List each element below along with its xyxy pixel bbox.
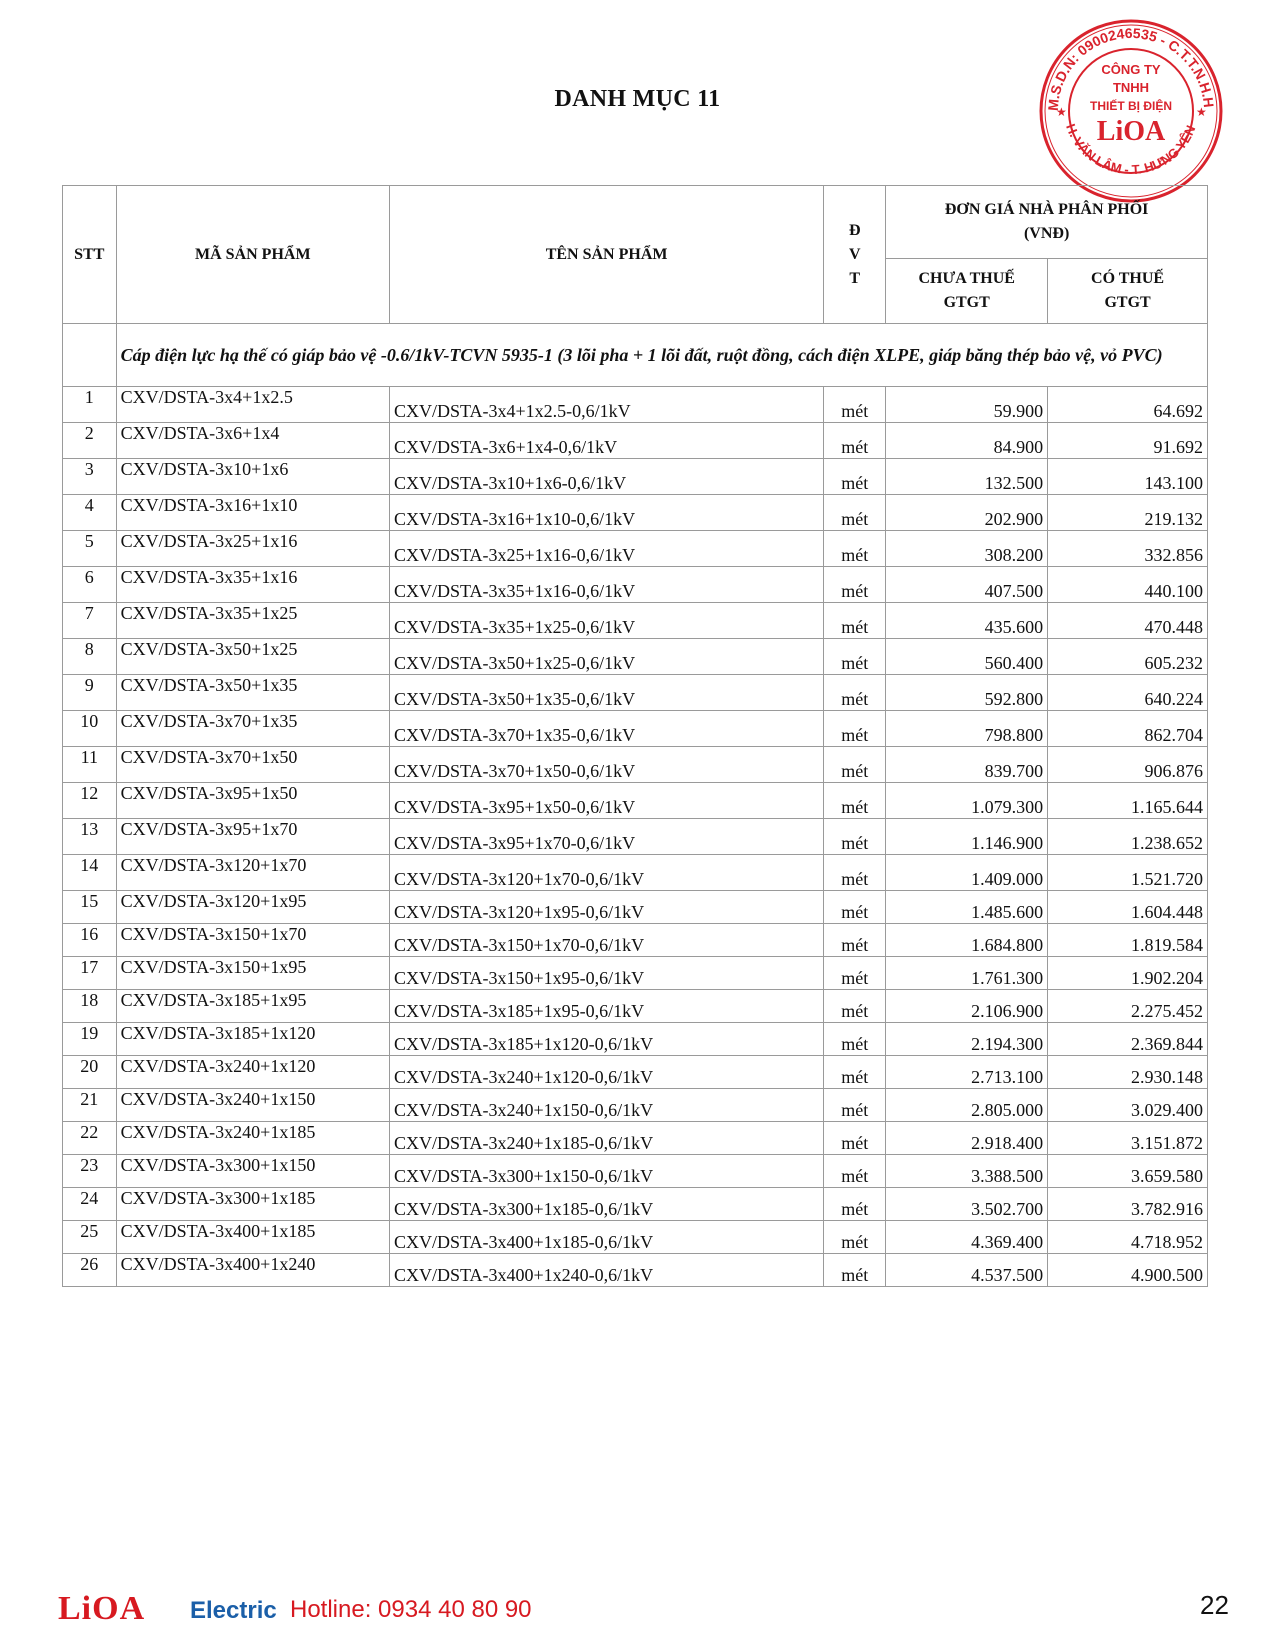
row-product-name: CXV/DSTA-3x10+1x6-0,6/1kV bbox=[389, 459, 823, 495]
row-unit: mét bbox=[824, 1056, 886, 1089]
row-price-incl-vat: 906.876 bbox=[1048, 747, 1208, 783]
table-row bbox=[63, 423, 1208, 459]
row-price-excl-vat: 2.805.000 bbox=[886, 1089, 1048, 1122]
row-price-incl-vat: 1.521.720 bbox=[1048, 855, 1208, 891]
row-price-incl-vat: 4.900.500 bbox=[1048, 1254, 1208, 1287]
row-unit: mét bbox=[824, 1023, 886, 1056]
row-unit: mét bbox=[824, 819, 886, 855]
row-product-name: CXV/DSTA-3x50+1x25-0,6/1kV bbox=[389, 639, 823, 675]
row-price-excl-vat: 1.684.800 bbox=[886, 924, 1048, 957]
table-row bbox=[63, 1254, 1208, 1287]
row-product-name: CXV/DSTA-3x185+1x120-0,6/1kV bbox=[389, 1023, 823, 1056]
row-product-code: CXV/DSTA-3x4+1x2.5 bbox=[116, 387, 389, 423]
row-product-name: CXV/DSTA-3x240+1x150-0,6/1kV bbox=[389, 1089, 823, 1122]
row-stt: 26 bbox=[63, 1254, 117, 1287]
stamp-bottom-text: H. VĂN LÂM - T. HƯNG YÊN bbox=[1063, 121, 1199, 178]
row-stt: 24 bbox=[63, 1188, 117, 1221]
row-product-code: CXV/DSTA-3x10+1x6 bbox=[116, 459, 389, 495]
stamp-star-left-icon: ★ bbox=[1056, 105, 1067, 119]
row-product-name: CXV/DSTA-3x35+1x16-0,6/1kV bbox=[389, 567, 823, 603]
row-stt: 19 bbox=[63, 1023, 117, 1056]
row-price-incl-vat: 4.718.952 bbox=[1048, 1221, 1208, 1254]
row-price-excl-vat: 1.485.600 bbox=[886, 891, 1048, 924]
header-product-code: MÃ SẢN PHẨM bbox=[116, 186, 389, 324]
row-stt: 23 bbox=[63, 1155, 117, 1188]
row-price-excl-vat: 798.800 bbox=[886, 711, 1048, 747]
footer-brand-suffix: Electric bbox=[190, 1597, 277, 1624]
row-product-name: CXV/DSTA-3x95+1x50-0,6/1kV bbox=[389, 783, 823, 819]
company-stamp bbox=[1036, 16, 1226, 206]
row-price-incl-vat: 3.659.580 bbox=[1048, 1155, 1208, 1188]
stamp-line-1: CÔNG TY bbox=[1101, 62, 1161, 77]
row-product-name: CXV/DSTA-3x120+1x70-0,6/1kV bbox=[389, 855, 823, 891]
stamp-line-2: TNHH bbox=[1112, 80, 1150, 95]
row-product-code: CXV/DSTA-3x150+1x70 bbox=[116, 924, 389, 957]
row-product-name: CXV/DSTA-3x16+1x10-0,6/1kV bbox=[389, 495, 823, 531]
row-price-incl-vat: 605.232 bbox=[1048, 639, 1208, 675]
stamp-star-right-icon: ★ bbox=[1196, 105, 1207, 119]
row-product-code: CXV/DSTA-3x185+1x95 bbox=[116, 990, 389, 1023]
row-product-name: CXV/DSTA-3x70+1x50-0,6/1kV bbox=[389, 747, 823, 783]
table-row bbox=[63, 675, 1208, 711]
footer-hotline: Hotline: 0934 40 80 90 bbox=[290, 1596, 532, 1623]
row-product-name: CXV/DSTA-3x150+1x70-0,6/1kV bbox=[389, 924, 823, 957]
row-unit: mét bbox=[824, 495, 886, 531]
row-price-excl-vat: 2.713.100 bbox=[886, 1056, 1048, 1089]
header-price-group: ĐƠN GIÁ NHÀ PHÂN PHỐI (VNĐ) bbox=[886, 186, 1208, 259]
row-unit: mét bbox=[824, 459, 886, 495]
row-stt: 8 bbox=[63, 639, 117, 675]
row-stt: 9 bbox=[63, 675, 117, 711]
row-product-name: CXV/DSTA-3x50+1x35-0,6/1kV bbox=[389, 675, 823, 711]
row-product-code: CXV/DSTA-3x6+1x4 bbox=[116, 423, 389, 459]
row-product-code: CXV/DSTA-3x300+1x150 bbox=[116, 1155, 389, 1188]
row-price-excl-vat: 2.918.400 bbox=[886, 1122, 1048, 1155]
row-unit: mét bbox=[824, 1188, 886, 1221]
row-price-incl-vat: 1.238.652 bbox=[1048, 819, 1208, 855]
row-product-name: CXV/DSTA-3x185+1x95-0,6/1kV bbox=[389, 990, 823, 1023]
row-product-name: CXV/DSTA-3x95+1x70-0,6/1kV bbox=[389, 819, 823, 855]
row-price-incl-vat: 470.448 bbox=[1048, 603, 1208, 639]
row-unit: mét bbox=[824, 891, 886, 924]
row-price-incl-vat: 2.930.148 bbox=[1048, 1056, 1208, 1089]
row-stt: 10 bbox=[63, 711, 117, 747]
row-price-incl-vat: 3.782.916 bbox=[1048, 1188, 1208, 1221]
row-product-code: CXV/DSTA-3x35+1x16 bbox=[116, 567, 389, 603]
row-product-name: CXV/DSTA-3x400+1x185-0,6/1kV bbox=[389, 1221, 823, 1254]
row-product-code: CXV/DSTA-3x185+1x120 bbox=[116, 1023, 389, 1056]
row-product-name: CXV/DSTA-3x4+1x2.5-0,6/1kV bbox=[389, 387, 823, 423]
row-price-excl-vat: 1.146.900 bbox=[886, 819, 1048, 855]
table-row bbox=[63, 1089, 1208, 1122]
stamp-brand: LiOA bbox=[1096, 116, 1166, 147]
table-row bbox=[63, 1221, 1208, 1254]
row-stt: 13 bbox=[63, 819, 117, 855]
header-stt: STT bbox=[63, 186, 117, 324]
row-price-excl-vat: 84.900 bbox=[886, 423, 1048, 459]
row-stt: 4 bbox=[63, 495, 117, 531]
row-unit: mét bbox=[824, 711, 886, 747]
page-number: 22 bbox=[1200, 1590, 1229, 1620]
table-row bbox=[63, 1155, 1208, 1188]
row-price-excl-vat: 435.600 bbox=[886, 603, 1048, 639]
table-row bbox=[63, 957, 1208, 990]
page-title: DANH MỤC 11 bbox=[554, 86, 721, 112]
row-price-excl-vat: 1.079.300 bbox=[886, 783, 1048, 819]
row-product-code: CXV/DSTA-3x300+1x185 bbox=[116, 1188, 389, 1221]
table-row bbox=[63, 1122, 1208, 1155]
row-stt: 7 bbox=[63, 603, 117, 639]
row-unit: mét bbox=[824, 747, 886, 783]
row-stt: 11 bbox=[63, 747, 117, 783]
row-product-name: CXV/DSTA-3x240+1x185-0,6/1kV bbox=[389, 1122, 823, 1155]
row-price-incl-vat: 143.100 bbox=[1048, 459, 1208, 495]
table-row bbox=[63, 819, 1208, 855]
row-unit: mét bbox=[824, 924, 886, 957]
row-unit: mét bbox=[824, 1221, 886, 1254]
row-unit: mét bbox=[824, 639, 886, 675]
category-title: Cáp điện lực hạ thế có giáp bảo vệ -0.6/1kV-TCVN 5935-1 (3 lõi pha + 1 lõi đất, ruột đồng, cách điện XLPE, giáp băng thép bảo vệ, vỏ PVC) bbox=[116, 324, 1207, 387]
row-product-code: CXV/DSTA-3x70+1x35 bbox=[116, 711, 389, 747]
table-row bbox=[63, 603, 1208, 639]
table-row bbox=[63, 531, 1208, 567]
table-row bbox=[63, 855, 1208, 891]
table-row bbox=[63, 459, 1208, 495]
row-price-excl-vat: 592.800 bbox=[886, 675, 1048, 711]
row-stt: 12 bbox=[63, 783, 117, 819]
row-price-incl-vat: 2.275.452 bbox=[1048, 990, 1208, 1023]
table-row bbox=[63, 1056, 1208, 1089]
row-unit: mét bbox=[824, 1122, 886, 1155]
row-stt: 20 bbox=[63, 1056, 117, 1089]
row-product-name: CXV/DSTA-3x300+1x185-0,6/1kV bbox=[389, 1188, 823, 1221]
row-price-excl-vat: 1.761.300 bbox=[886, 957, 1048, 990]
row-unit: mét bbox=[824, 1254, 886, 1287]
row-unit: mét bbox=[824, 957, 886, 990]
row-stt: 25 bbox=[63, 1221, 117, 1254]
table-row bbox=[63, 990, 1208, 1023]
row-stt: 6 bbox=[63, 567, 117, 603]
row-product-name: CXV/DSTA-3x25+1x16-0,6/1kV bbox=[389, 531, 823, 567]
row-product-name: CXV/DSTA-3x150+1x95-0,6/1kV bbox=[389, 957, 823, 990]
row-price-excl-vat: 560.400 bbox=[886, 639, 1048, 675]
row-price-excl-vat: 3.388.500 bbox=[886, 1155, 1048, 1188]
row-product-code: CXV/DSTA-3x240+1x185 bbox=[116, 1122, 389, 1155]
row-product-name: CXV/DSTA-3x35+1x25-0,6/1kV bbox=[389, 603, 823, 639]
row-product-name: CXV/DSTA-3x300+1x150-0,6/1kV bbox=[389, 1155, 823, 1188]
category-blank-cell bbox=[63, 324, 117, 387]
row-product-code: CXV/DSTA-3x16+1x10 bbox=[116, 495, 389, 531]
row-product-name: CXV/DSTA-3x120+1x95-0,6/1kV bbox=[389, 891, 823, 924]
table-row bbox=[63, 1023, 1208, 1056]
row-stt: 3 bbox=[63, 459, 117, 495]
table-row bbox=[63, 387, 1208, 423]
row-price-incl-vat: 440.100 bbox=[1048, 567, 1208, 603]
row-price-excl-vat: 407.500 bbox=[886, 567, 1048, 603]
table-row bbox=[63, 1188, 1208, 1221]
row-price-incl-vat: 219.132 bbox=[1048, 495, 1208, 531]
row-stt: 14 bbox=[63, 855, 117, 891]
row-price-incl-vat: 1.604.448 bbox=[1048, 891, 1208, 924]
row-product-code: CXV/DSTA-3x50+1x35 bbox=[116, 675, 389, 711]
row-unit: mét bbox=[824, 387, 886, 423]
row-price-excl-vat: 308.200 bbox=[886, 531, 1048, 567]
row-unit: mét bbox=[824, 675, 886, 711]
row-unit: mét bbox=[824, 1089, 886, 1122]
row-price-incl-vat: 862.704 bbox=[1048, 711, 1208, 747]
row-price-incl-vat: 64.692 bbox=[1048, 387, 1208, 423]
row-unit: mét bbox=[824, 603, 886, 639]
row-stt: 21 bbox=[63, 1089, 117, 1122]
table-row bbox=[63, 639, 1208, 675]
row-stt: 18 bbox=[63, 990, 117, 1023]
row-stt: 5 bbox=[63, 531, 117, 567]
row-unit: mét bbox=[824, 567, 886, 603]
row-product-code: CXV/DSTA-3x35+1x25 bbox=[116, 603, 389, 639]
row-unit: mét bbox=[824, 423, 886, 459]
row-price-excl-vat: 59.900 bbox=[886, 387, 1048, 423]
table-row bbox=[63, 567, 1208, 603]
row-price-incl-vat: 91.692 bbox=[1048, 423, 1208, 459]
table-row bbox=[63, 711, 1208, 747]
row-product-code: CXV/DSTA-3x400+1x185 bbox=[116, 1221, 389, 1254]
row-unit: mét bbox=[824, 531, 886, 567]
row-product-code: CXV/DSTA-3x150+1x95 bbox=[116, 957, 389, 990]
table-row bbox=[63, 495, 1208, 531]
row-price-incl-vat: 332.856 bbox=[1048, 531, 1208, 567]
row-price-incl-vat: 640.224 bbox=[1048, 675, 1208, 711]
row-product-code: CXV/DSTA-3x95+1x70 bbox=[116, 819, 389, 855]
header-product-name: TÊN SẢN PHẨM bbox=[389, 186, 823, 324]
row-product-code: CXV/DSTA-3x400+1x240 bbox=[116, 1254, 389, 1287]
row-stt: 22 bbox=[63, 1122, 117, 1155]
row-product-code: CXV/DSTA-3x240+1x120 bbox=[116, 1056, 389, 1089]
row-product-name: CXV/DSTA-3x400+1x240-0,6/1kV bbox=[389, 1254, 823, 1287]
row-product-code: CXV/DSTA-3x70+1x50 bbox=[116, 747, 389, 783]
row-product-code: CXV/DSTA-3x50+1x25 bbox=[116, 639, 389, 675]
stamp-line-3: THIẾT BỊ ĐIỆN bbox=[1089, 99, 1173, 113]
table-row bbox=[63, 783, 1208, 819]
stamp-ring-text: M.S.D.N: 0900246535 - C.T.T.N.H.H bbox=[1044, 24, 1218, 112]
row-unit: mét bbox=[824, 855, 886, 891]
table-row bbox=[63, 747, 1208, 783]
row-unit: mét bbox=[824, 1155, 886, 1188]
row-price-excl-vat: 839.700 bbox=[886, 747, 1048, 783]
row-price-excl-vat: 3.502.700 bbox=[886, 1188, 1048, 1221]
row-price-incl-vat: 1.819.584 bbox=[1048, 924, 1208, 957]
row-price-excl-vat: 2.106.900 bbox=[886, 990, 1048, 1023]
row-price-excl-vat: 202.900 bbox=[886, 495, 1048, 531]
row-product-code: CXV/DSTA-3x25+1x16 bbox=[116, 531, 389, 567]
row-stt: 17 bbox=[63, 957, 117, 990]
row-price-incl-vat: 1.165.644 bbox=[1048, 783, 1208, 819]
row-price-incl-vat: 3.151.872 bbox=[1048, 1122, 1208, 1155]
row-product-code: CXV/DSTA-3x120+1x95 bbox=[116, 891, 389, 924]
table-row bbox=[63, 891, 1208, 924]
row-price-excl-vat: 132.500 bbox=[886, 459, 1048, 495]
header-price-incl-vat: CÓ THUẾ GTGT bbox=[1048, 259, 1208, 324]
row-price-incl-vat: 2.369.844 bbox=[1048, 1023, 1208, 1056]
row-unit: mét bbox=[824, 990, 886, 1023]
row-stt: 15 bbox=[63, 891, 117, 924]
table-row bbox=[63, 924, 1208, 957]
row-product-name: CXV/DSTA-3x6+1x4-0,6/1kV bbox=[389, 423, 823, 459]
footer-brand-logo: LiOA bbox=[58, 1590, 146, 1627]
row-stt: 1 bbox=[63, 387, 117, 423]
header-unit: Đ V T bbox=[824, 186, 886, 324]
row-price-incl-vat: 3.029.400 bbox=[1048, 1089, 1208, 1122]
header-price-excl-vat: CHƯA THUẾ GTGT bbox=[886, 259, 1048, 324]
row-price-excl-vat: 1.409.000 bbox=[886, 855, 1048, 891]
price-table bbox=[62, 185, 1208, 1287]
row-price-excl-vat: 2.194.300 bbox=[886, 1023, 1048, 1056]
row-price-excl-vat: 4.537.500 bbox=[886, 1254, 1048, 1287]
row-product-code: CXV/DSTA-3x120+1x70 bbox=[116, 855, 389, 891]
row-product-name: CXV/DSTA-3x70+1x35-0,6/1kV bbox=[389, 711, 823, 747]
row-unit: mét bbox=[824, 783, 886, 819]
row-product-code: CXV/DSTA-3x240+1x150 bbox=[116, 1089, 389, 1122]
row-price-incl-vat: 1.902.204 bbox=[1048, 957, 1208, 990]
row-stt: 2 bbox=[63, 423, 117, 459]
row-price-excl-vat: 4.369.400 bbox=[886, 1221, 1048, 1254]
row-product-code: CXV/DSTA-3x95+1x50 bbox=[116, 783, 389, 819]
row-product-name: CXV/DSTA-3x240+1x120-0,6/1kV bbox=[389, 1056, 823, 1089]
row-stt: 16 bbox=[63, 924, 117, 957]
